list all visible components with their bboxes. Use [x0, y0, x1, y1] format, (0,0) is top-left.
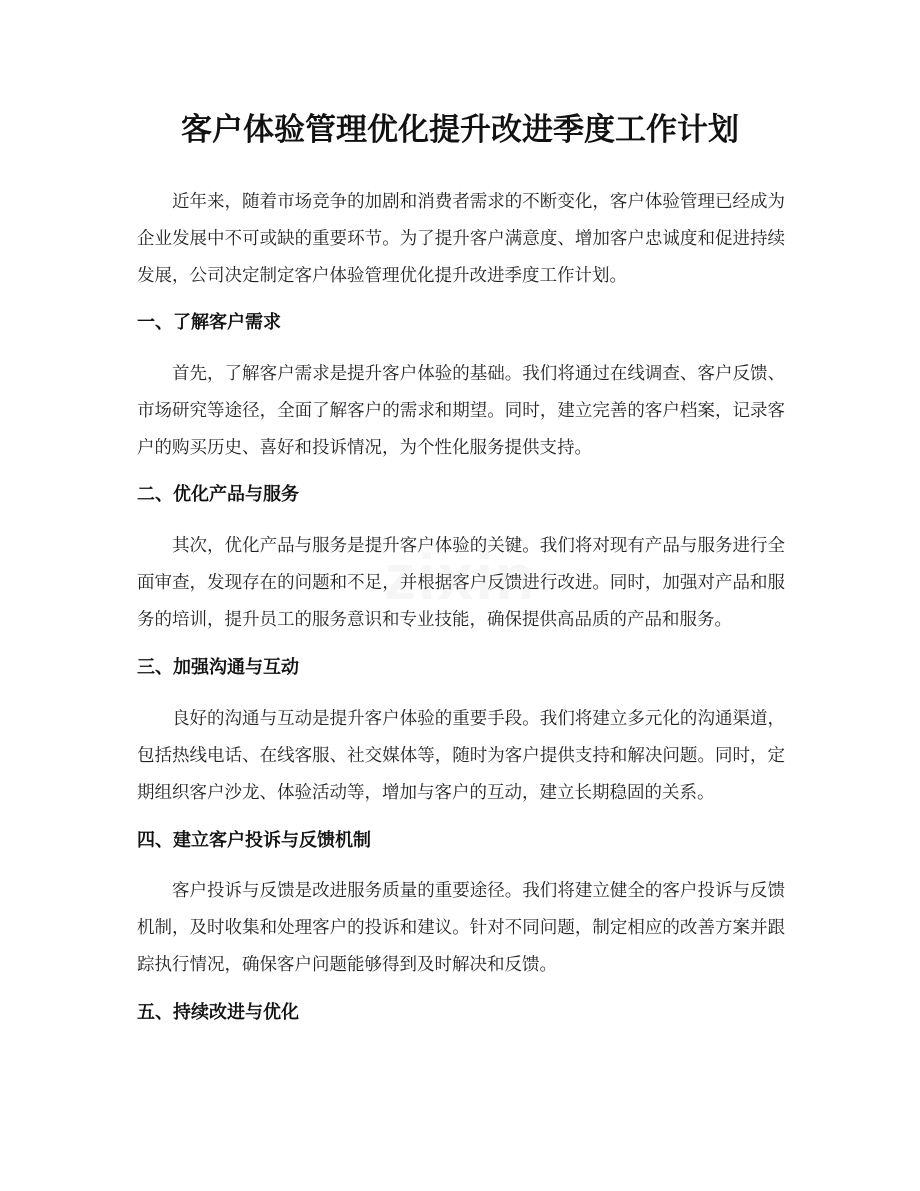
section-body-2: 其次，优化产品与服务是提升客户体验的关键。我们将对现有产品与服务进行全面审查，发现存在的问题和不足，并根据客户反馈进行改进。同时，加强对产品和服务的培训，提升员工的服务意识和专业技能，确保提供高品质的产品和服务。: [137, 536, 785, 630]
document-title: 客户体验管理优化提升改进季度工作计划: [181, 112, 739, 148]
section-heading-5: 五、持续改进与优化: [137, 1002, 299, 1023]
section-heading-2: 二、优化产品与服务: [137, 484, 299, 505]
section-heading-4: 四、建立客户投诉与反馈机制: [137, 830, 371, 851]
section-body-4: 客户投诉与反馈是改进服务质量的重要途径。我们将建立健全的客户投诉与反馈机制，及时收集和处理客户的投诉和建议。针对不同问题，制定相应的改善方案并跟踪执行情况，确保客户问题能够得到及时解决和反馈。: [137, 881, 785, 975]
section-heading-1: 一、了解客户需求: [137, 312, 281, 333]
watermark: zixin: [383, 541, 537, 613]
intro-paragraph: 近年来，随着市场竞争的加剧和消费者需求的不断变化，客户体验管理已经成为企业发展中不可或缺的重要环节。为了提升客户满意度、增加客户忠诚度和促进持续发展，公司决定制定客户体验管理优化提升改进季度工作计划。: [137, 192, 785, 286]
section-heading-3: 三、加强沟通与互动: [137, 657, 299, 678]
section-body-1: 首先，了解客户需求是提升客户体验的基础。我们将通过在线调查、客户反馈、市场研究等途径，全面了解客户的需求和期望。同时，建立完善的客户档案，记录客户的购买历史、喜好和投诉情况，为个性化服务提供支持。: [137, 364, 785, 458]
section-body-3: 良好的沟通与互动是提升客户体验的重要手段。我们将建立多元化的沟通渠道，包括热线电话、在线客服、社交媒体等，随时为客户提供支持和解决问题。同时，定期组织客户沙龙、体验活动等，增加与客户的互动，建立长期稳固的关系。: [137, 709, 785, 803]
